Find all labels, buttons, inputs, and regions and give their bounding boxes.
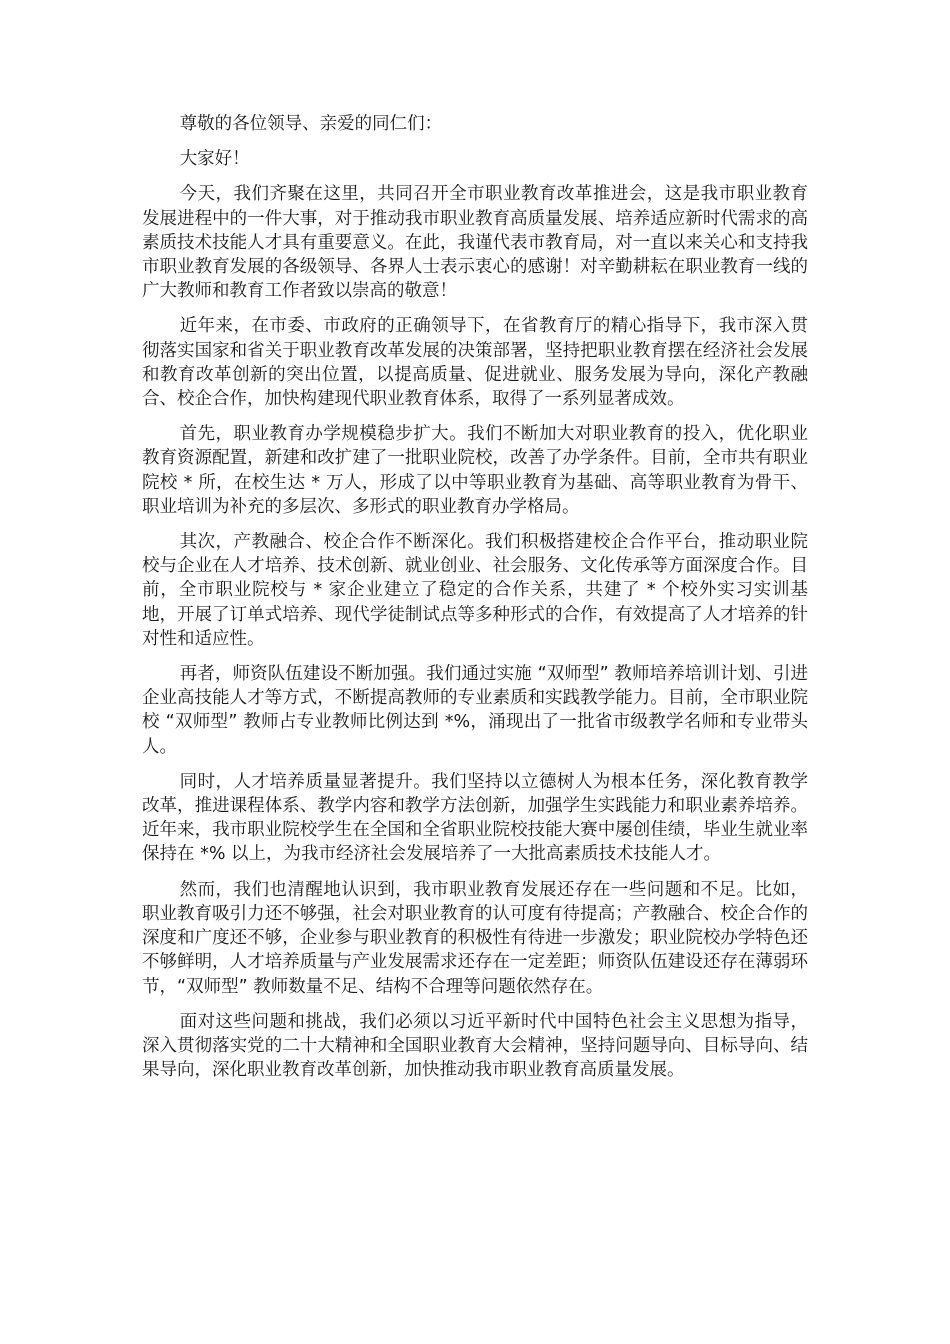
paragraph-teacher-team: 再者，师资队伍建设不断加强。我们通过实施 “双师型” 教师培养培训计划、引进企业高技能人才等方式，不断提高教师的专业素质和实践教学能力。目前，全市职业院校 “双师型” 教师占专业教师比例达到 *%，涌现出了一批省市级教学名师和专业带头人。	[142, 664, 808, 757]
greeting: 大家好！	[179, 149, 250, 170]
paragraph-achievements-overview: 近年来，在市委、市政府的正确领导下，在省教育厅的精心指导下，我市深入贯彻落实国家和省关于职业教育改革发展的决策部署，坚持把职业教育摆在经济社会发展和教育改革创新的突出位置，以提高质量、促进就业、服务发展为导向，深化产教融合、校企合作，加快构建现代职业教育体系，取得了一系列显著成效。	[142, 316, 808, 410]
paragraph-scale-expansion: 首先，职业教育办学规模稳步扩大。我们不断加大对职业教育的投入，优化职业教育资源配置，新建和改扩建了一批职业院校，改善了办学条件。目前，全市共有职业院校 * 所，在校生达 * 万人，形成了以中等职业教育为基础、高等职业教育为骨干、职业培训为补充的多层次、多形式的职业教育办学格局。	[142, 424, 808, 517]
paragraph-challenges: 面对这些问题和挑战，我们必须以习近平新时代中国特色社会主义思想为指导，深入贯彻落实党的二十大精神和全国职业教育大会精神，坚持问题导向、目标导向、结果导向，深化职业教育改革创新，加快推动我市职业教育高质量发展。	[142, 1011, 808, 1081]
salutation: 尊敬的各位领导、亲爱的同仁们：	[179, 114, 443, 134]
paragraph-problems: 然而，我们也清醒地认识到，我市职业教育发展还存在一些问题和不足。比如，职业教育吸引力还不够强，社会对职业教育的认可度有待提高；产教融合、校企合作的深度和广度还不够，企业参与职业教育的积极性有待进一步激发；职业院校办学特色还不够鲜明，人才培养质量与产业发展需求还存在一定差距；师资队伍建设还存在薄弱环节，“双师型” 教师数量不足、结构不合理等问题依然存在。	[142, 879, 808, 997]
paragraph-industry-cooperation: 其次，产教融合、校企合作不断深化。我们积极搭建校企合作平台，推动职业院校与企业在人才培养、技术创新、就业创业、社会服务、文化传承等方面深度合作。目前，全市职业院校与 * 家企业建立了稳定的合作关系，共建了 * 个校外实习实训基地，开展了订单式培养、现代学徒制试点等多种形式的合作，有效提高了人才培养的针对性和适应性。	[142, 532, 808, 649]
paragraph-opening: 今天，我们齐聚在这里，共同召开全市职业教育改革推进会，这是我市职业教育发展进程中的一件大事，对于推动我市职业教育高质量发展、培养适应新时代需求的高素质技术技能人才具有重要意义。在此，我谨代表市教育局，对一直以来关心和支持我市职业教育发展的各级领导、各界人士表示衷心的感谢！对辛勤耕耘在职业教育一线的广大教师和教育工作者致以崇高的敬意！	[142, 184, 808, 302]
speech-body	[142, 112, 808, 1093]
paragraph-talent-quality: 同时，人才培养质量显著提升。我们坚持以立德树人为根本任务，深化教育教学改革，推进课程体系、教学内容和教学方法创新，加强学生实践能力和职业素养培养。近年来，我市职业院校学生在全国和全省职业院校技能大赛中屡创佳绩，毕业生就业率保持在 *% 以上，为我市经济社会发展培养了一大批高素质技术技能人才。	[142, 771, 808, 865]
